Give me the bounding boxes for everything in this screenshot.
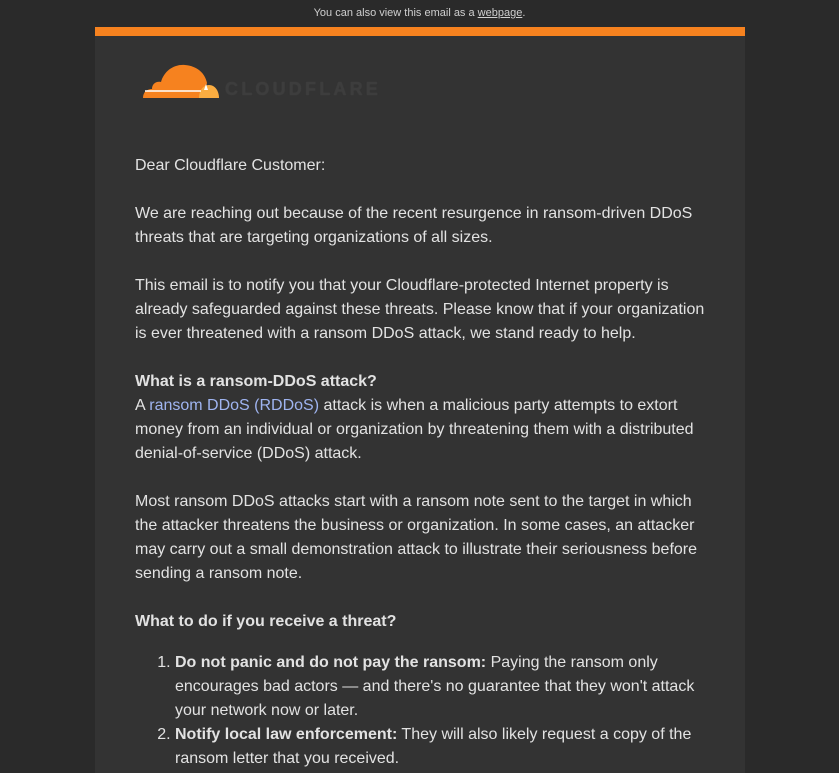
list-item <box>175 651 710 723</box>
accent-bar <box>95 27 745 36</box>
paragraph-rddos-definition <box>135 394 710 466</box>
preheader-end: . <box>522 7 526 19</box>
step-text: Paying the ransom only encourages bad actors — and there's no guarantee that they won't attack your network now or later. <box>175 654 695 719</box>
step-text: They will also likely request a copy of the ransom letter that you received. <box>175 726 692 767</box>
steps-list <box>135 651 710 771</box>
heading-what-to-do: What to do if you receive a threat? <box>135 613 397 630</box>
paragraph-intro: We are reaching out because of the recent resurgence in ransom-driven DDoS threats that are targeting organizations of all sizes. <box>135 205 693 246</box>
para3-suffix: attack is when a malicious party attempts to extort money from an individual or organization by threatening them with a distributed denial-of-service (DDoS) attack. <box>135 397 694 462</box>
spacer <box>135 634 710 651</box>
webpage-link[interactable]: webpage <box>477 7 523 19</box>
email-body <box>135 154 710 771</box>
cloud-icon <box>141 63 221 99</box>
paragraph-ransom-note: Most ransom DDoS attacks start with a ransom note sent to the target in which the attacker threatens the business or organization. In some cases, an attacker may carry out a small demonstration attack to illustrate their seriousness before sending a ransom note. <box>135 493 698 582</box>
heading-what-is-rddos: What is a ransom-DDoS attack? <box>135 373 377 390</box>
preheader <box>0 7 839 20</box>
paragraph-notice: This email is to notify you that your Cloudflare-protected Internet property is already safeguarded against these threats. Please know that if your organization is ever threatened with a ransom DDoS attack, we stand ready to help. <box>135 277 705 342</box>
email-card <box>95 27 745 773</box>
para3-prefix: A <box>135 397 150 414</box>
list-item <box>175 723 710 771</box>
cloudflare-logo[interactable] <box>141 63 391 99</box>
logo-wordmark: CLOUDFLARE <box>225 79 381 99</box>
rddos-link[interactable]: ransom DDoS (RDDoS) <box>149 397 320 414</box>
greeting: Dear Cloudflare Customer: <box>135 157 326 174</box>
step-title: Do not panic and do not pay the ransom: <box>175 654 487 671</box>
preheader-text: You can also view this email as a <box>313 7 478 19</box>
step-title: Notify local law enforcement: <box>175 726 398 743</box>
